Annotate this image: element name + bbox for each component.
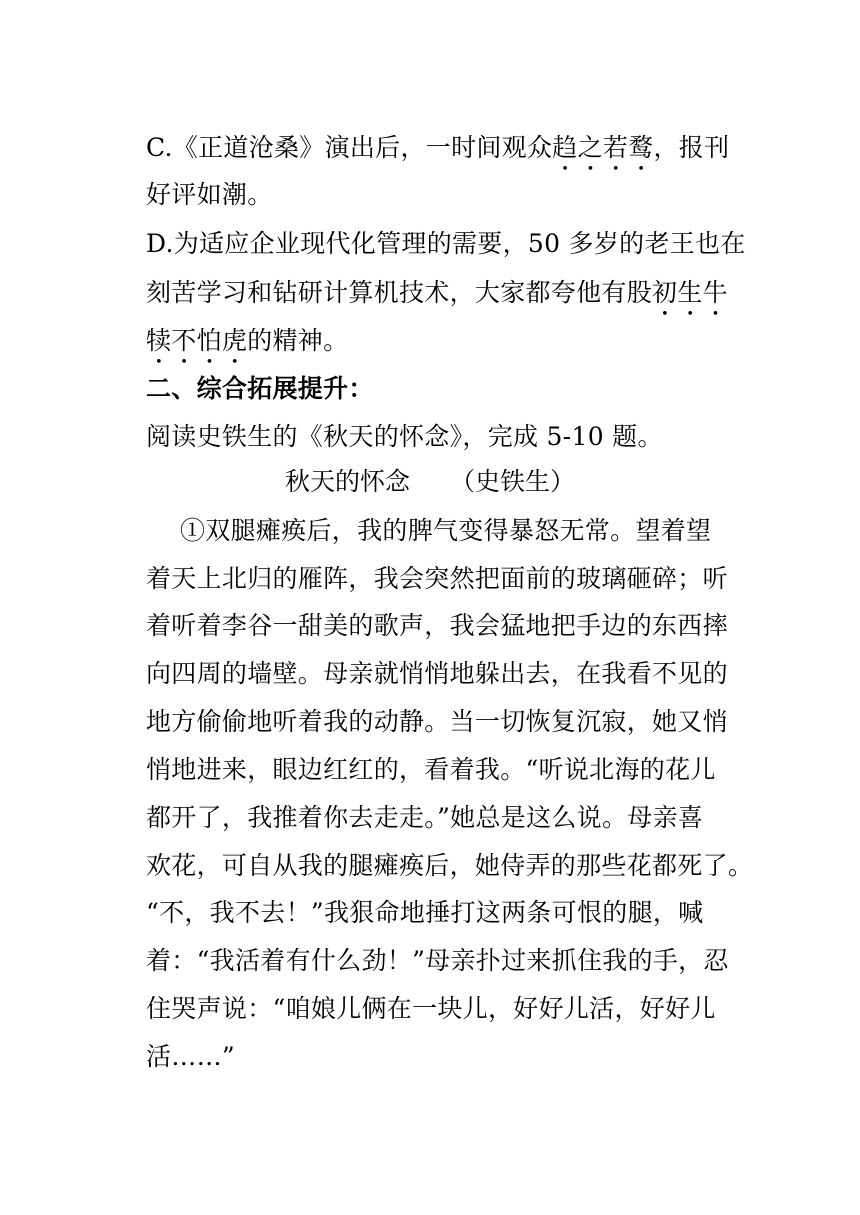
reading-instruction: 阅读史铁生的《秋天的怀念》，完成 5-10 题。 <box>146 422 663 451</box>
essay-line-8: 欢花，可自从我的腿瘫痪后，她侍弄的那些花都死了。 <box>146 851 754 880</box>
option-d-emphasized-idiom-part2: 犊不怕虎 <box>146 326 248 355</box>
section-heading: 二、综合拓展提升： <box>146 374 374 403</box>
option-c-line-1 <box>146 133 730 177</box>
option-c-text-before: C.《正道沧桑》演出后，一时间观众 <box>146 133 553 162</box>
option-d-emphasized-idiom-part1: 初生牛 <box>652 278 728 307</box>
essay-line-3: 着听着李谷一甜美的歌声，我会猛地把手边的东西摔 <box>146 611 728 640</box>
essay-line-10: 着：“我活着有什么劲！”母亲扑过来抓住我的手，忍 <box>146 946 729 975</box>
essay-line-9: “不，我不去！”我狠命地捶打这两条可恨的腿，喊 <box>146 898 704 927</box>
essay-title: 秋天的怀念 <box>284 467 410 496</box>
essay-title-line <box>0 467 860 497</box>
essay-line-12: 活……” <box>146 1042 235 1071</box>
essay-line-6: 悄地进来，眼边红红的，看着我。“听说北海的花儿 <box>146 755 716 784</box>
option-c-line-2: 好评如潮。 <box>146 180 273 209</box>
essay-line-11: 住哭声说：“咱娘儿俩在一块儿，好好儿活，好好儿 <box>146 994 716 1023</box>
essay-line-2: 着天上北归的雁阵，我会突然把面前的玻璃砸碎；听 <box>146 564 728 593</box>
essay-line-4: 向四周的墙壁。母亲就悄悄地躲出去，在我看不见的 <box>146 659 728 688</box>
essay-line-7: 都开了，我推着你去走走。”她总是这么说。母亲喜 <box>146 803 704 832</box>
option-d-line-2 <box>146 278 728 322</box>
option-c-emphasized-idiom: 趋之若鹜 <box>552 133 654 162</box>
option-d-text-before: 刻苦学习和钻研计算机技术，大家都夸他有股 <box>146 278 653 307</box>
essay-author: （史铁生） <box>450 467 576 496</box>
option-d-line-1: D.为适应企业现代化管理的需要，50 多岁的老王也在 <box>146 229 746 258</box>
essay-line-5: 地方偷偷地听着我的动静。当一切恢复沉寂，她又悄 <box>146 707 728 736</box>
essay-line-1: ①双腿瘫痪后，我的脾气变得暴怒无常。望着望 <box>180 516 712 545</box>
option-d-text-after: 的精神。 <box>247 326 349 355</box>
option-d-line-3 <box>146 326 716 370</box>
option-c-text-after: ，报刊 <box>653 133 730 162</box>
